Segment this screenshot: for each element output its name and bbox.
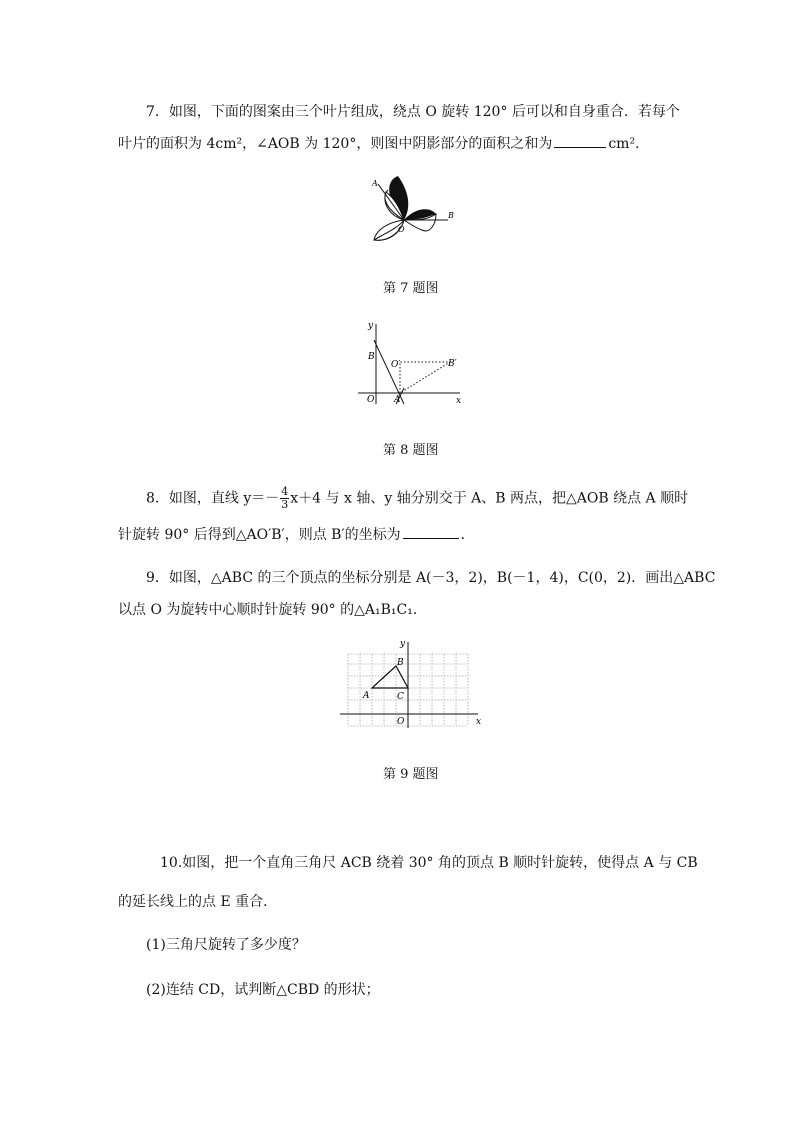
q7-label-A: A [372, 179, 378, 188]
q8-label-A: A [394, 395, 401, 405]
q8-text-line1 [146, 486, 688, 511]
q7-text-line2-part1: 叶片的面积为 4cm²，∠AOB 为 120°，则图中阴影部分的面积之和为 [118, 136, 553, 152]
q9-label-O: O [397, 717, 405, 727]
q8-text-line2-part1: 针旋转 90° 后得到△AO′B′，则点 B′的坐标为 [118, 527, 401, 543]
q8-label-B: B [368, 352, 375, 362]
q7-text-line2-part2: cm². [608, 136, 640, 152]
q8-fraction [280, 486, 289, 511]
q9-grid-figure [338, 636, 486, 732]
q9-label-C: C [397, 692, 404, 702]
q8-fraction-denominator: 3 [281, 498, 289, 511]
q8-label-B-prime: B′ [448, 359, 457, 369]
q8-label-x: x [456, 396, 462, 406]
q9-label-y: y [400, 639, 406, 649]
q7-answer-blank [554, 133, 606, 148]
q10-subquestion-1: (1)三角尺旋转了多少度？ [146, 937, 306, 953]
q8-text-line2-part2: ． [460, 527, 475, 543]
q7-label-B: B [448, 211, 454, 220]
q8-label-O: O [367, 395, 375, 405]
q7-text-line1: 7．如图，下面的图案由三个叶片组成，绕点 O 旋转 120° 后可以和自身重合．若每个 [146, 104, 680, 120]
q9-figure-caption: 第 9 题图 [383, 767, 439, 782]
q9-text-line1: 9．如图，△ABC 的三个顶点的坐标分别是 A(－3，2)，B(－1，4)，C(0，2)．画出△ABC [146, 570, 716, 586]
q8-label-O-prime: O′ [391, 360, 401, 370]
q8-rotated-triangle [400, 362, 450, 393]
q7-figure-caption: 第 7 题图 [383, 281, 439, 296]
q8-text-line1-part2: x＋4 与 x 轴、y 轴分别交于 A、B 两点，把△AOB 绕点 A 顺时 [290, 490, 689, 507]
q9-label-x: x [476, 717, 482, 727]
q8-label-y: y [368, 321, 374, 331]
q7-text-line2 [118, 133, 640, 154]
q8-fraction-numerator: 4 [281, 485, 289, 498]
q9-label-A: A [363, 691, 370, 701]
q8-text-line2 [118, 524, 475, 545]
q7-label-O: O [398, 225, 405, 234]
q9-label-B: B [397, 658, 404, 668]
q10-text-line2: 的延长线上的点 E 重合． [118, 894, 278, 910]
q7-leaf-figure [360, 168, 460, 253]
q8-coordinate-figure [352, 318, 470, 408]
q10-subquestion-2: (2)连结 CD，试判断△CBD 的形状； [146, 982, 380, 998]
q8-text-line1-part1: 8．如图，直线 y＝－ [146, 490, 280, 507]
q8-answer-blank [403, 524, 459, 539]
q8-figure-caption: 第 8 题图 [383, 443, 439, 458]
q9-triangle-ABC [372, 666, 408, 688]
q9-text-line2: 以点 O 为旋转中心顺时针旋转 90° 的△A₁B₁C₁. [118, 602, 418, 618]
q10-text-line1: 10.如图，把一个直角三角尺 ACB 绕着 30° 角的顶点 B 顺时针旋转，使得点 A 与 CB [160, 855, 698, 871]
